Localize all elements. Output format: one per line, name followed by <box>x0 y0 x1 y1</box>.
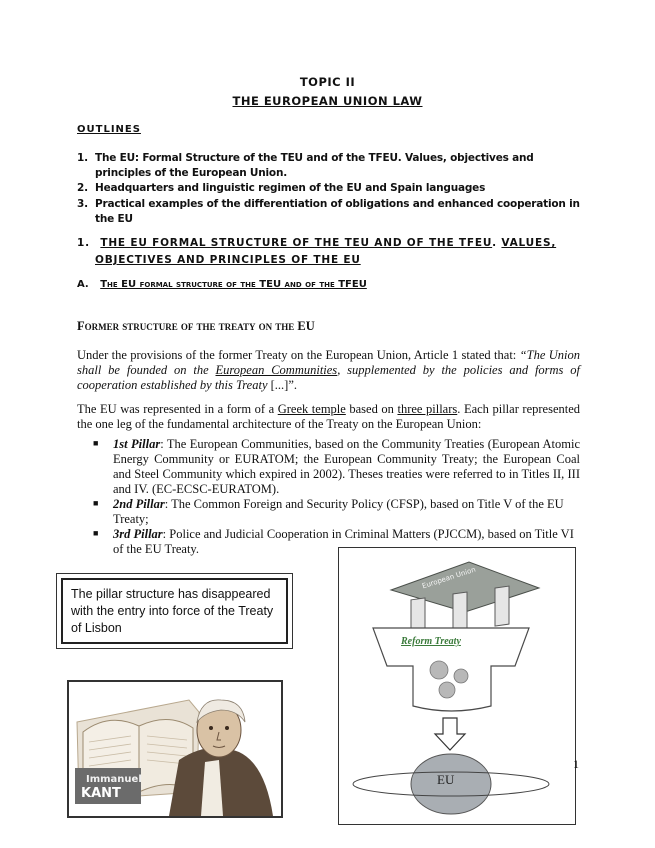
pillar-note-text: The pillar structure has disappeared with the entry into force of the Treaty of Lisbon <box>61 578 288 644</box>
paragraph-greek-temple: The EU was represented in a form of a Greek temple based on three pillars. Each pillar represented the one leg of the fundamental architecture of the Treaty on the European Union: <box>77 402 581 431</box>
bullet-square-icon: ■ <box>93 438 99 448</box>
eu-pillars-diagram-frame <box>338 547 576 825</box>
section-1-heading: 1. THE EU FORMAL STRUCTURE OF THE TEU AND OF THE TFEU. VALUES, OBJECTIVES AND PRINCIPLES OF THE EU <box>77 237 557 266</box>
bullet-square-icon: ■ <box>93 528 99 538</box>
diagram-globe-label: EU <box>437 772 455 787</box>
bullet-pillar-3: ■ 3rd Pillar: Police and Judicial Cooperation in Criminal Matters (PJCCM), based on Title VI of the EU Treaty. <box>93 527 574 556</box>
pillar-note-frame <box>56 573 293 649</box>
document-title: THE EUROPEAN UNION LAW <box>232 94 423 108</box>
kant-caption-first-name: Immanuel <box>86 774 142 785</box>
diagram-roof-label: European Union <box>421 565 477 591</box>
subsection-a-heading: A. The EU formal structure of the TEU and of the TFEU <box>77 279 367 290</box>
bullet-pillar-2: ■ 2nd Pillar: The Common Foreign and Security Policy (CFSP), based on Title V of the EU Treaty; <box>93 497 564 526</box>
page-number: 1 <box>573 757 579 771</box>
kant-caption-last-name: KANT <box>81 786 121 801</box>
outline-item: 2. Headquarters and linguistic regimen of the EU and Spain languages <box>77 182 486 194</box>
bullet-square-icon: ■ <box>93 498 99 508</box>
topic-label: TOPIC II <box>299 75 356 89</box>
kant-image-frame <box>67 680 283 818</box>
diagram-reform-label: Reform Treaty <box>401 636 461 647</box>
outlines-heading: OUTLINES <box>77 124 141 135</box>
eu-pillars-diagram <box>339 548 575 824</box>
outline-item: 1. The EU: Formal Structure of the TEU and of the TFEU. Values, objectives and principles of the European Union. <box>77 152 534 179</box>
former-structure-heading: Former structure of the treaty on the EU <box>77 319 315 333</box>
outline-item: 3. Practical examples of the differentiation of obligations and enhanced cooperation in the EU <box>77 198 580 225</box>
bullet-pillar-1: ■ 1st Pillar: The European Communities, based on the Community Treaties (European Atomic Energy Community or EURATOM; the European Community Treaty; the European Coal and Steel Community which expired in 2002). Theses treaties were referred to in Titles II, III and IV. (EC-ECSC-EURATOM). <box>93 437 580 496</box>
paragraph-article-1: Under the provisions of the former Treaty on the European Union, Article 1 stated that: “The Union shall be founded on the European Communities, supplemented by the policies and forms of cooperation established by this Treaty [...]”. <box>77 348 581 392</box>
